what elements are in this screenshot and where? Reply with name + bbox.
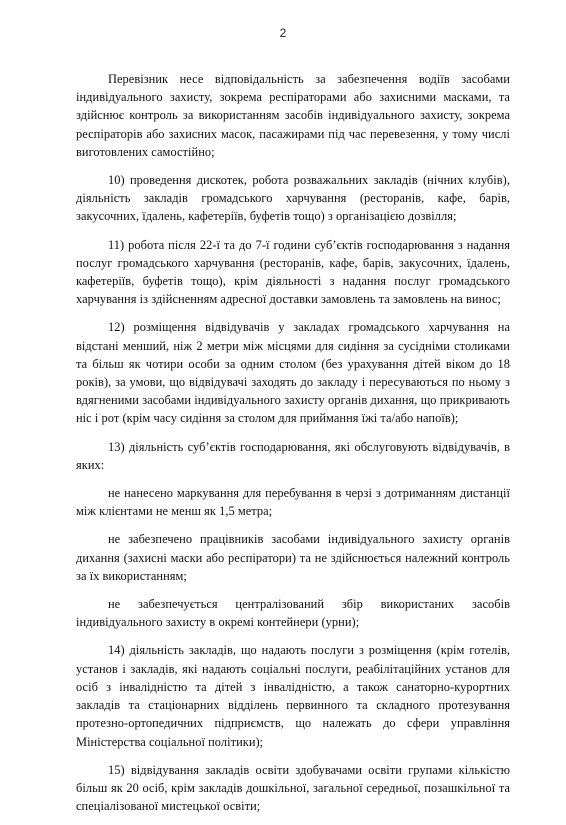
paragraph-item-13-ppe: не забезпечено працівників засобами індивідуального захисту органів дихання (захисні маски або респіратори) та не здійснюється належний контроль за їх використанням;	[76, 532, 510, 583]
paragraph-carrier-responsibility: Перевізник несе відповідальність за забезпечення водіїв засобами індивідуального захисту, зокрема респіраторами або захисними масками, та здійснює контроль за використанням засобів індивідуального захисту, зокрема респіраторів або захисних масок, пасажирами під час перевезення, у тому числі виготовлених самостійно;	[76, 72, 510, 159]
paragraph-item-13-collection: не забезпечується централізований збір використаних засобів індивідуального захисту в окремі контейнери (урни);	[76, 597, 510, 630]
paragraph-item-14: 14) діяльність закладів, що надають послуги з розміщення (крім готелів, установ і закладів, які надають соціальні послуги, реабілітаційних установ для осіб з інвалідністю та дітей з інвалідністю, а також санаторно-курортних закладів та стаціонарних відділень первинного та складного протезування протезно-ортопедичних підприємств, що належать до сфери управління Міністерства соціальної політики);	[76, 643, 510, 749]
paragraph-item-10: 10) проведення дискотек, робота розважальних закладів (нічних клубів), діяльність закладів громадського харчування (ресторанів, кафе, барів, закусочних, їдалень, кафетеріїв, буфетів тощо) з організацією дозвілля;	[76, 173, 510, 224]
document-body	[76, 70, 510, 825]
paragraph-item-15: 15) відвідування закладів освіти здобувачами освіти групами кількістю більш як 20 осіб, крім закладів дошкільної, загальної середньої, позашкільної та спеціалізованої мистецької освіти;	[76, 762, 510, 814]
paragraph-item-11: 11) робота після 22-ї та до 7-ї години суб’єктів господарювання з надання послуг громадського харчування (ресторанів, кафе, барів, закусочних, їдалень, кафетеріїв, буфетів тощо), крім діяльності з надання послуг громадського харчування із здійсненням адресної доставки замовлень та замовлень на винос;	[76, 237, 510, 307]
paragraph-item-13: 13) діяльність суб’єктів господарювання, які обслуговують відвідувачів, в яких:	[76, 439, 510, 472]
page-number: 2	[279, 26, 287, 40]
paragraph-item-12: 12) розміщення відвідувачів у закладах громадського харчування на відстані менший, ніж 2 метри між місцями для сидіння за сусідніми столиками та більш як чотири особи за одним столом (без урахування дітей віком до 18 років), за умови, що відвідувачі заходять до закладу і пересуваються по ньому з вдягненими засобами індивідуального захисту органів дихання, що прикривають ніс і рот (крім часу сидіння за столом для приймання їжі та/або напоїв);	[76, 320, 510, 426]
paragraph-item-13-marking: не нанесено маркування для перебування в черзі з дотриманням дистанції між клієнтами не менш як 1,5 метра;	[76, 486, 510, 519]
